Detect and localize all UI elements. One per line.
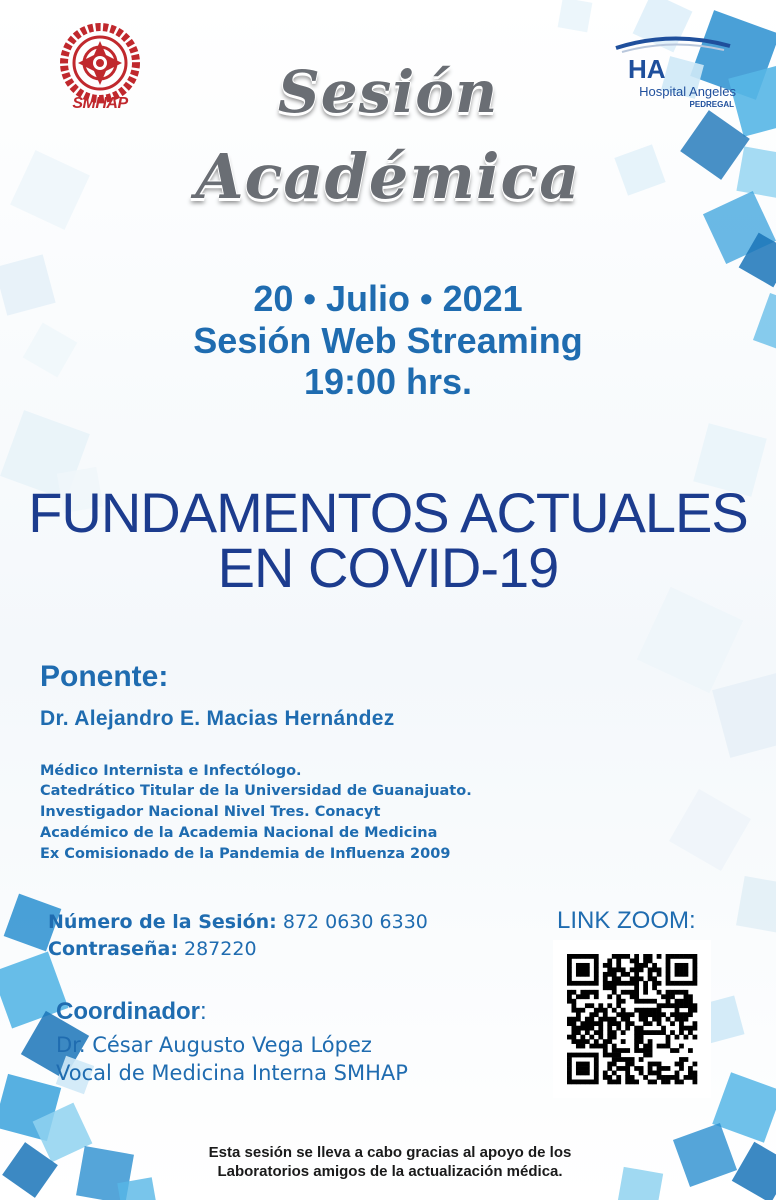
zoom-link-label: LINK ZOOM: [557, 907, 696, 934]
decorative-square [558, 0, 593, 32]
zoom-session-number[interactable]: 872 0630 6330 [282, 911, 428, 933]
footer-line-2: Laboratorios amigos de la actualización médica. [217, 1163, 563, 1180]
decorative-square [732, 1142, 776, 1200]
svg-text:HA: HA [628, 54, 666, 84]
coordinator-name: Dr. César Augusto Vega López [56, 1033, 372, 1057]
smhap-logo-text: SMHAP [72, 95, 128, 112]
speaker-credential: Médico Internista e Infectólogo. [40, 763, 302, 779]
coordinator-label-text: Coordinador [56, 998, 200, 1025]
coordinator-role: Vocal de Medicina Interna SMHAP [56, 1061, 408, 1085]
topic-line-2: EN COVID-19 [217, 536, 559, 599]
coordinator-label [56, 998, 207, 1026]
speaker-credential: Catedrático Titular de la Universidad de Guanajuato. [40, 783, 472, 799]
event-time: 19:00 hrs. [303, 361, 473, 402]
event-date: 20 • Julio • 2021 [253, 278, 523, 319]
zoom-password-value[interactable]: 287220 [184, 938, 257, 960]
decorative-square [712, 672, 776, 758]
zoom-password-line [48, 938, 257, 960]
speaker-name: Dr. Alejandro E. Macias Hernández [40, 707, 395, 730]
decorative-square [669, 789, 751, 871]
speaker-credential: Investigador Nacional Nivel Tres. Conacyt [40, 804, 381, 820]
topic-line-1: FUNDAMENTOS ACTUALES [28, 481, 748, 544]
hospital-subtitle: PEDREGAL [689, 100, 734, 109]
speaker-label: Ponente: [40, 660, 169, 693]
decorative-square [637, 587, 743, 693]
zoom-session-line [48, 911, 428, 933]
hospital-name: Hospital Angeles [639, 84, 736, 99]
zoom-session-label: Número de la Sesión: [48, 911, 277, 933]
event-mode: Sesión Web Streaming [193, 320, 583, 361]
decorative-square [736, 876, 776, 934]
footer-line-1: Esta sesión se lleva a cabo gracias al apoyo de los [208, 1144, 572, 1161]
speaker-credential: Ex Comisionado de la Pandemia de Influenza 2009 [40, 846, 451, 862]
title-line-1: Sesión [277, 58, 499, 126]
zoom-password-label: Contraseña: [48, 938, 178, 960]
decorative-square [673, 1123, 737, 1187]
qr-code-icon [553, 940, 711, 1098]
coordinator-label-colon: : [200, 998, 207, 1025]
title-line-2: Académica [195, 140, 581, 213]
zoom-qr-code[interactable] [553, 940, 711, 1098]
speaker-credential: Académico de la Academia Nacional de Medicina [40, 825, 438, 841]
